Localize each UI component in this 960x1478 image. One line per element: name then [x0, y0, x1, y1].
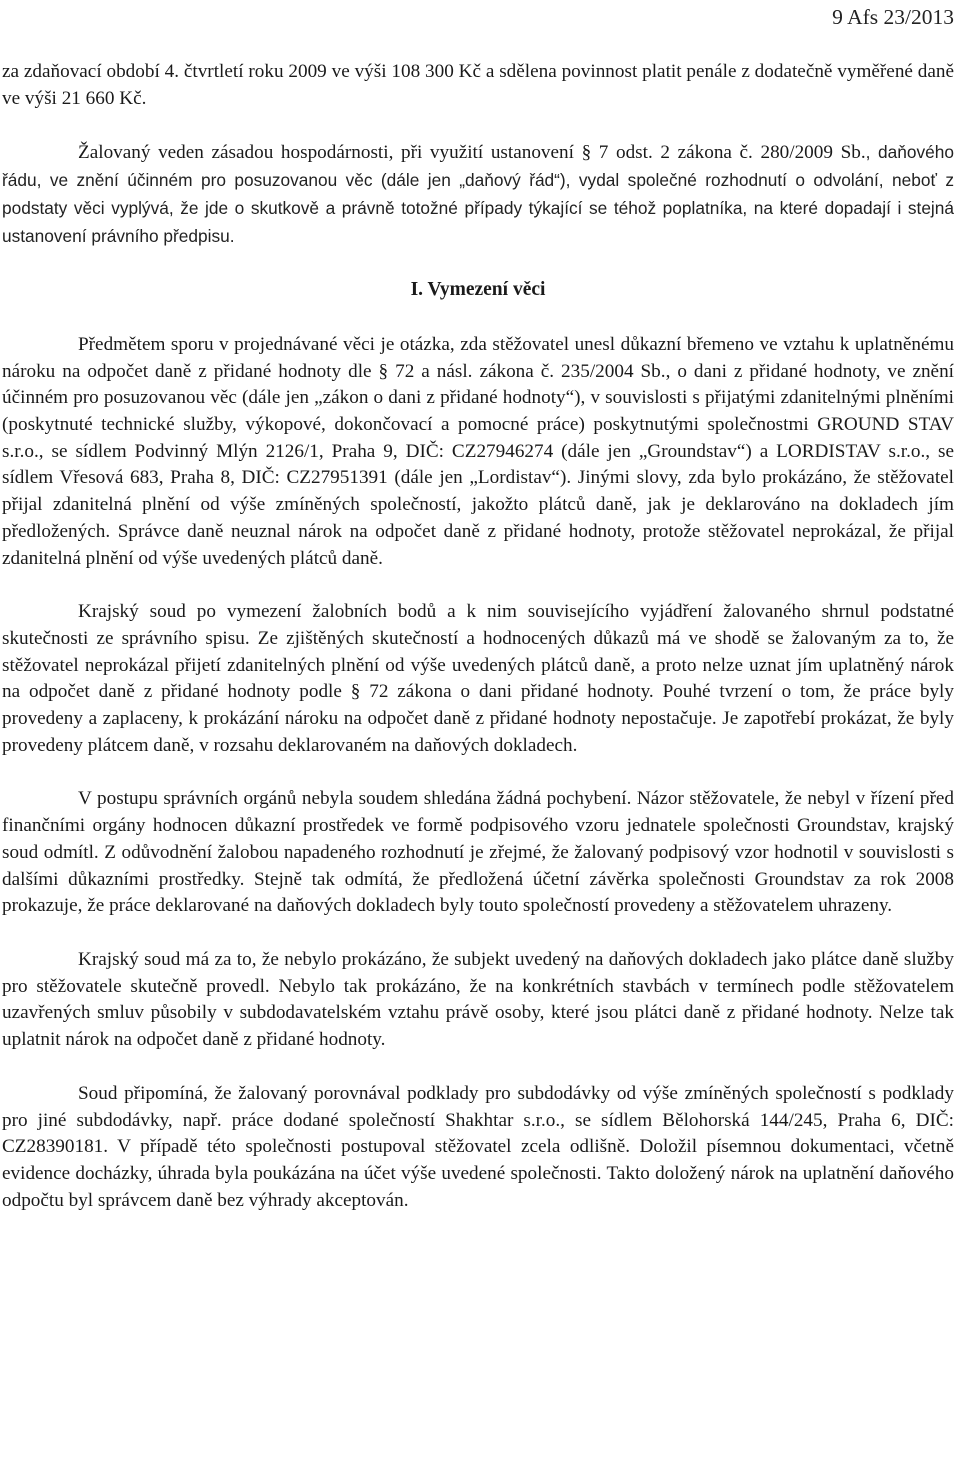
case-number: 9 Afs 23/2013: [832, 5, 954, 29]
paragraph-2-part-a: Žalovaný veden zásadou hospodárnosti, při využití ustanovení § 7 odst. 2 zákona č. 280/2009 Sb.: [78, 142, 866, 164]
paragraph-4: Krajský soud po vymezení žalobních bodů a k nim souvisejícího vyjádření žalovaného shrnul podstatné skutečnosti ze správního spisu. Ze zjištěných skutečností a hodnocených důkazů má ve shodě se žalovaným za to, že stěžovatel neprokázal přijetí zdanitelných plnění od výše uvedených plátců daně, a proto nelze uznat jím uplatněný nárok na odpočet daně z přidané hodnoty podle § 72 zákona o dani přidané hodnoty. Pouhé tvrzení o tom, že práce byly provedeny a zaplaceny, k prokázání nároku na odpočet daně z přidané hodnoty nepostačuje. Je zapotřebí prokázat, že byly provedeny plátcem daně, v rozsahu deklarovaném na daňových dokladech.: [2, 601, 954, 756]
paragraph-3: Předmětem sporu v projednávané věci je otázka, zda stěžovatel unesl důkazní břemeno ve vztahu k uplatněnému nároku na odpočet daně z přidané hodnoty dle § 72 a násl. zákona č. 235/2004 Sb., o dani z přidané hodnoty, ve znění účinném pro posuzovanou věc (dále jen „zákon o dani z přidané hodnoty“), v souvislosti s přijatými zdanitelnými plněními (poskytnuté technické služby, výkopové, dokončovací a pomocné práce) poskytnutými společnostmi GROUND STAV s.r.o., se sídlem Podvinný Mlýn 2126/1, Praha 9, DIČ: CZ27946274 (dále jen „Groundstav“) a LORDISTAV s.r.o., se sídlem Vřesová 683, Praha 8, DIČ: CZ27951391 (dále jen „Lordistav“). Jinými slovy, zda bylo prokázáno, že stěžovatel přijal zdanitelná plnění od výše zmíněných společností, jakožto plátců daně, jak je deklarováno na dokladech jím předložených. Správce daně neuznal nárok na odpočet daně z přidané hodnoty, protože stěžovatel neprokázal, že přijal zdanitelná plnění od výše uvedených plátců daně.: [2, 333, 954, 569]
paragraph-2-part-b: , daňového řádu, ve znění účinném pro posuzovanou věc (dále jen „daňový řád“), vydal společné rozhodnutí o odvolání, neboť z podstaty věci vyplývá, že jde o skutkově a právně totožné případy týkající se téhož poplatníka, na které dopadají i stejná ustanovení právního předpisu.: [2, 142, 954, 246]
paragraph-6: Krajský soud má za to, že nebylo prokázáno, že subjekt uvedený na daňových dokladech jako plátce daně služby pro stěžovatele skutečně provedl. Nebylo tak prokázáno, že na konkrétních stavbách v termínech podle stěžovatelem uzavřených smluv působily v subdodavatelském vztahu právě osoby, které jsou plátci daně z přidané hodnoty. Nelze tak uplatnit nárok na odpočet daně z přidané hodnoty.: [2, 948, 954, 1051]
paragraph-5: V postupu správních orgánů nebyla soudem shledána žádná pochybení. Názor stěžovatele, že nebyl v řízení před finančními orgány hodnocen důkazní prostředek ve formě podpisového vzoru jednatele společnosti Groundstav, krajský soud odmítl. Z odůvodnění žalobou napadeného rozhodnutí je zřejmé, že žalovaný podpisový vzor hodnotil v souvislosti s dalšími důkazními prostředky. Stejně tak odmítá, že předložená účetní závěrka společnosti Groundstav za rok 2008 prokazuje, že práce deklarované na daňových dokladech byly touto společností provedeny a stěžovatelem uhrazeny.: [2, 788, 954, 917]
paragraph-2: [2, 139, 954, 250]
paragraph-1: za zdaňovací období 4. čtvrtletí roku 2009 ve výši 108 300 Kč a sdělena povinnost platit penále z dodatečně vyměřené daně ve výši 21 660 Kč.: [2, 61, 954, 109]
section-heading: I. Vymezení věci: [410, 279, 546, 301]
paragraph-7: Soud připomíná, že žalovaný porovnával podklady pro subdodávky od výše zmíněných společností s podklady pro jiné subdodávky, např. práce dodané společností Shakhtar s.r.o., se sídlem Bělohorská 144/245, Praha 6, DIČ: CZ28390181. V případě této společnosti postupoval stěžovatel zcela odlišně. Doložil písemnou dokumentaci, včetně evidence docházky, úhrada byla poukázána na účet výše uvedené společnosti. Takto doložený nárok na uplatnění daňového odpočtu byl správcem daně bez výhrady akceptován.: [2, 1082, 954, 1211]
document-body: [2, 59, 954, 1214]
